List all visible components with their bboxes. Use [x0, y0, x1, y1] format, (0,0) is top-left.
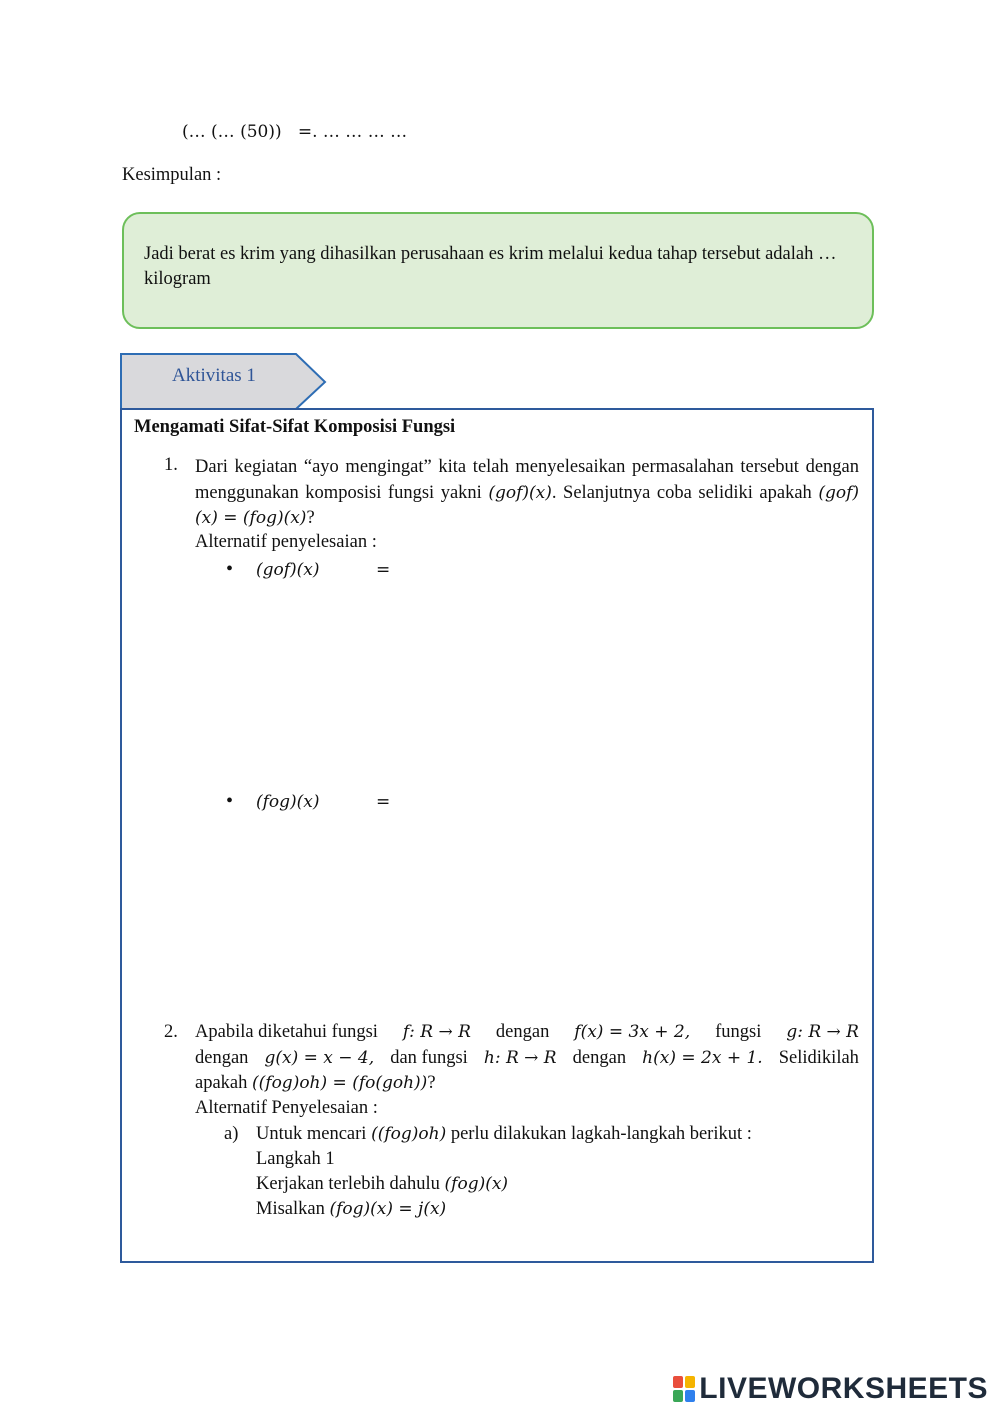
item2-line3: [195, 1073, 436, 1094]
bullet-icon: •: [226, 558, 234, 580]
bullet1-expr: (gof)(x): [256, 560, 320, 580]
item2-word-dengan: dengan: [572, 1048, 627, 1068]
item2-word-selidikilah: Selidikilah: [778, 1048, 859, 1068]
h-definition: h(x) = 2x + 1.: [642, 1048, 763, 1068]
item1-text-c: ?: [306, 508, 315, 528]
item1-expr-b: (gof)(x) = (fog)(x): [195, 482, 860, 528]
item1-expr-a: (gof)(x): [488, 482, 552, 503]
item2-word-dan-fungsi: dan fungsi: [390, 1048, 468, 1068]
conclusion-text: Jadi berat es krim yang dihasilkan perusahaan es krim melalui kedua tahap tersebut adalah … kilogram: [144, 244, 837, 289]
sub-a-label: a): [224, 1124, 239, 1144]
g-mapping: g: R → R: [786, 1022, 859, 1042]
item2-word-apakah: apakah: [195, 1073, 248, 1093]
item2-question-expr: ((fog)oh) = (fo(goh)): [252, 1073, 428, 1093]
formula-right: =. … … … …: [297, 122, 408, 142]
item-number: 2.: [164, 1022, 178, 1042]
item1-question: [195, 455, 859, 532]
item2-word-fungsi: fungsi: [715, 1022, 762, 1042]
item1-text-b: . Selanjutnya coba selidiki apakah: [551, 482, 812, 503]
bullet2-expr: (fog)(x): [256, 792, 320, 812]
sub-a-text: Untuk mencari: [256, 1124, 367, 1144]
h-mapping: h: R → R: [483, 1048, 557, 1068]
conclusion-box: [122, 212, 874, 329]
bullet-icon: •: [226, 790, 234, 812]
liveworksheets-logo-text: LIVEWORKSHEETS: [699, 1372, 988, 1405]
formula-line: [182, 122, 407, 142]
liveworksheets-logo-icon: [673, 1376, 695, 1402]
item2-alt-label: Alternatif Penyelesaian :: [195, 1098, 378, 1118]
activity-heading: Mengamati Sifat-Sifat Komposisi Fungsi: [134, 417, 456, 437]
item2-line2: [195, 1048, 859, 1069]
step-expr: (fog)(x): [444, 1174, 509, 1194]
sub-a-expr: ((fog)oh): [371, 1124, 447, 1144]
misalkan-line: [256, 1199, 446, 1220]
item2-word-apabila: Apabila diketahui fungsi: [195, 1022, 378, 1042]
item2-word-dengan: dengan: [195, 1048, 249, 1068]
step-text: Kerjakan terlebih dahulu: [256, 1174, 440, 1194]
item2-question-mark: ?: [427, 1073, 436, 1093]
item2-word-dengan: dengan: [495, 1022, 550, 1042]
item1-alt-label: Alternatif penyelesaian :: [195, 532, 377, 552]
sub-a-text2: perlu dilakukan lagkah-langkah berikut :: [450, 1124, 752, 1144]
step-label: Langkah 1: [256, 1149, 335, 1169]
activity-tab-label: Aktivitas 1: [172, 365, 256, 386]
conclusion-label: Kesimpulan :: [122, 165, 222, 185]
item-number: 1.: [164, 455, 178, 475]
step-line: [256, 1174, 508, 1195]
bullet2-equals: =: [376, 792, 391, 812]
item2-line1: [195, 1022, 859, 1043]
formula-left: (… (… (50)): [182, 122, 282, 142]
misalkan-text: Misalkan: [256, 1199, 325, 1219]
f-definition: f(x) = 3x + 2,: [574, 1022, 691, 1042]
f-mapping: f: R → R: [402, 1022, 471, 1042]
bullet1-equals: =: [376, 560, 391, 580]
liveworksheets-logo: [673, 1372, 988, 1406]
misalkan-expr: (fog)(x) = j(x): [329, 1199, 447, 1219]
item1-text-a: Dari kegiatan “ayo mengingat” kita telah menyelesaikan permasalahan tersebut dengan menggunakan komposisi fungsi yakni: [195, 457, 859, 503]
g-definition: g(x) = x − 4,: [264, 1048, 375, 1068]
sub-a-line: [256, 1124, 752, 1145]
